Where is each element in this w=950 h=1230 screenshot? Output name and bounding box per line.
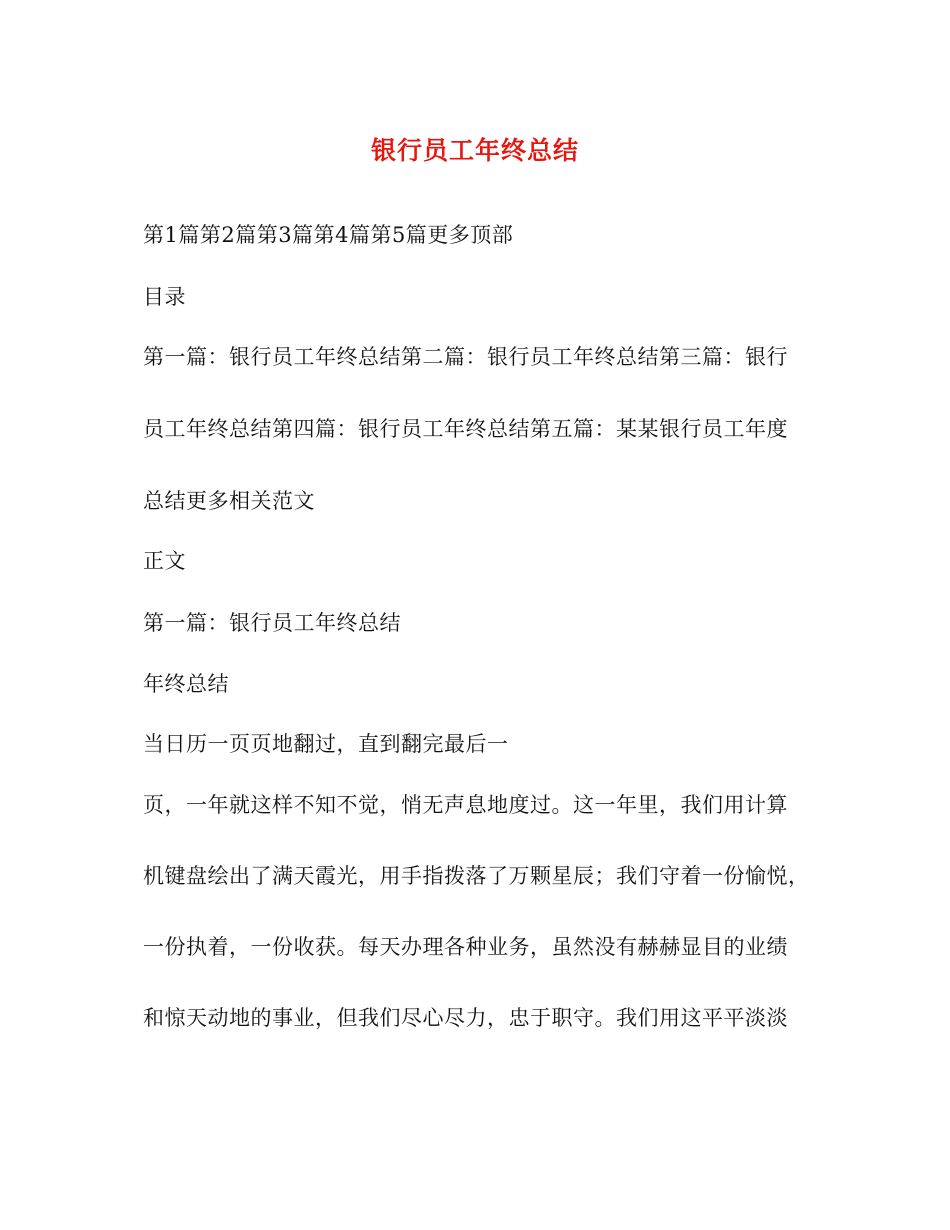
section-heading: 第一篇：银行员工年终总结 xyxy=(143,611,401,635)
paragraph-line: 页，一年就这样不知不觉，悄无声息地度过。这一年里，我们用计算 xyxy=(143,793,788,817)
paragraph-line: 和惊天动地的事业，但我们尽心尽力，忠于职守。我们用这平平淡淡 xyxy=(143,1006,788,1030)
toc-line: 员工年终总结第四篇：银行员工年终总结第五篇：某某银行员工年度 xyxy=(143,417,788,441)
paragraph-line: 一份执着，一份收获。每天办理各种业务，虽然没有赫赫显目的业绩 xyxy=(143,935,788,959)
toc-heading: 目录 xyxy=(143,285,186,309)
paragraph-line: 机键盘绘出了满天霞光，用手指拨落了万颗星辰；我们守着一份愉悦， xyxy=(143,864,810,888)
nav-links[interactable]: 第1篇第2篇第3篇第4篇第5篇更多顶部 xyxy=(143,223,514,247)
body-heading: 正文 xyxy=(143,549,186,573)
toc-line: 总结更多相关范文 xyxy=(143,489,315,513)
toc-line: 第一篇：银行员工年终总结第二篇：银行员工年终总结第三篇：银行 xyxy=(143,345,788,369)
subheading: 年终总结 xyxy=(143,672,229,696)
paragraph-line: 当日历一页页地翻过，直到翻完最后一 xyxy=(143,732,509,756)
document-title: 银行员工年终总结 xyxy=(370,136,579,165)
